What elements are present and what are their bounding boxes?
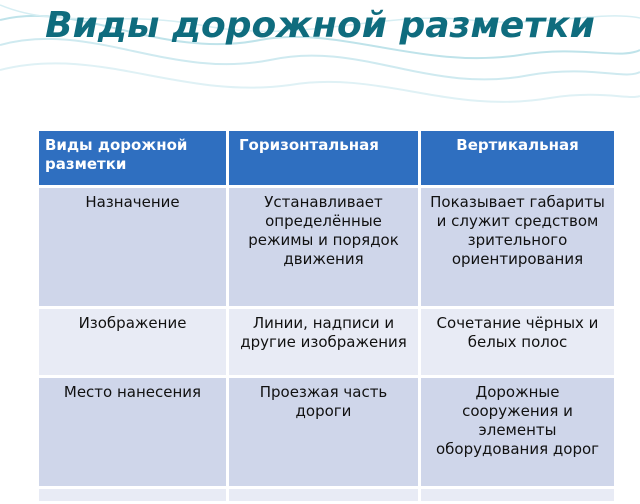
table-cell: Дорожные сооружения и элементы оборудования дорог (420, 377, 616, 488)
table-row (38, 308, 616, 377)
table-cell-empty (228, 488, 420, 503)
table-row (38, 377, 616, 488)
row-label-purpose: Назначение (38, 187, 228, 308)
table-cell-empty (38, 488, 228, 503)
table-cell-empty (420, 488, 616, 503)
road-marking-table (36, 128, 617, 504)
row-label-place: Место нанесения (38, 377, 228, 488)
table-row-partial (38, 488, 616, 503)
header-cell-vertical: Вертикальная (420, 130, 616, 187)
row-label-image: Изображение (38, 308, 228, 377)
table-row (38, 187, 616, 308)
slide-title: Виды дорожной разметки (45, 5, 595, 46)
table-cell: Показывает габариты и служит средством зрительного ориентирования (420, 187, 616, 308)
table-header-row (38, 130, 616, 187)
header-cell-horizontal: Горизонтальная (228, 130, 420, 187)
table-cell: Линии, надписи и другие изображения (228, 308, 420, 377)
table-cell: Проезжая часть дороги (228, 377, 420, 488)
table-cell: Сочетание чёрных и белых полос (420, 308, 616, 377)
header-cell-types: Виды дорожной разметки (38, 130, 228, 187)
table-cell: Устанавливает определённые режимы и порядок движения (228, 187, 420, 308)
